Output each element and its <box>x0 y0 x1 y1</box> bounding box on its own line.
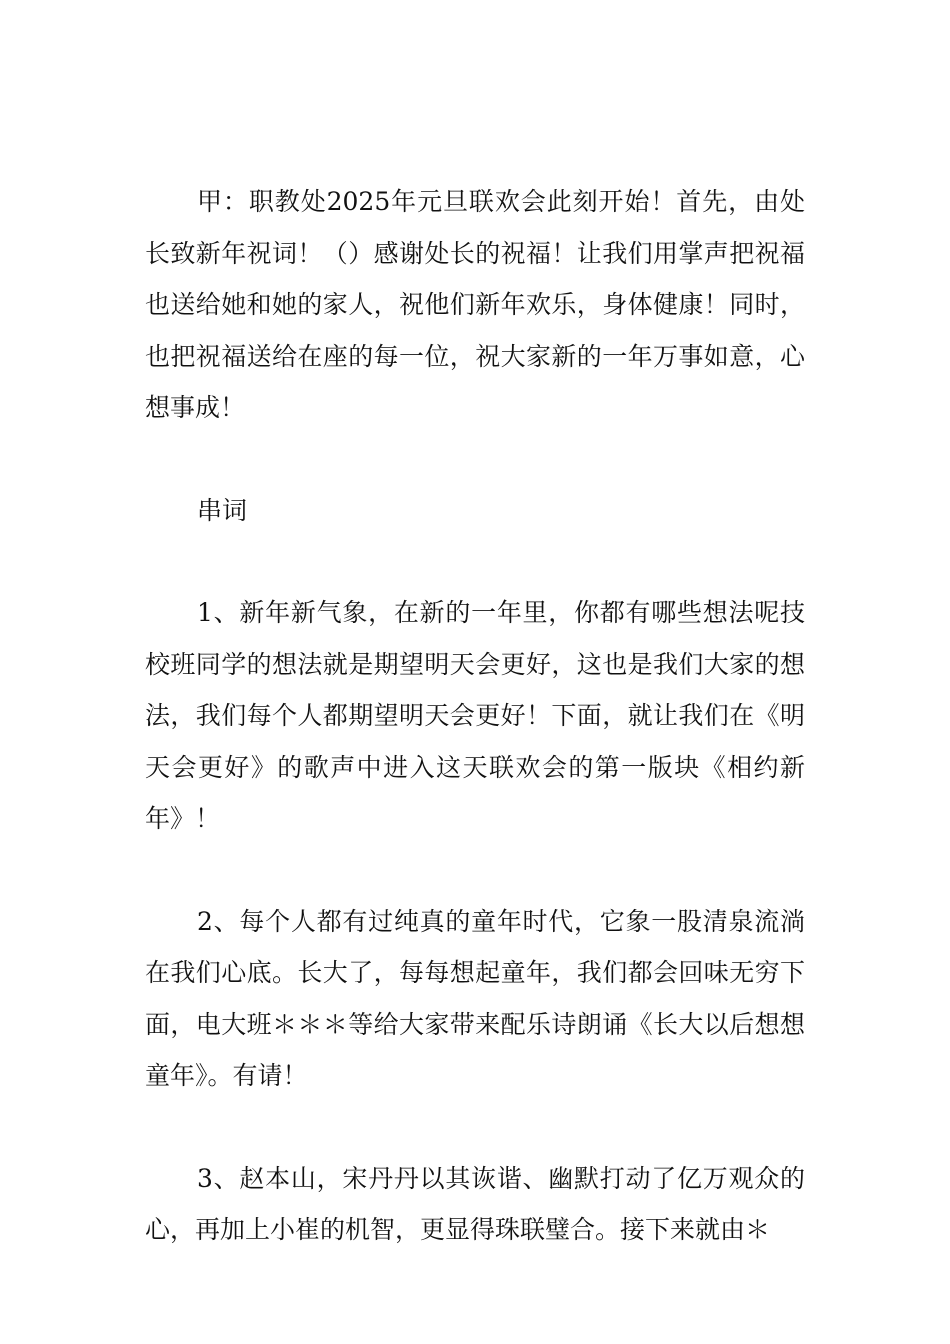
paragraph-gap <box>145 845 805 896</box>
paragraph-opening: 甲：职教处2025年元旦联欢会此刻开始！首先，由处长致新年祝词！（）感谢处长的祝福！让我们用掌声把祝福也送给她和她的家人，祝他们新年欢乐，身体健康！同时，也把祝福送给在座的每一位，祝大家新的一年万事如意，心想事成！ <box>145 187 805 422</box>
paragraph-item-2: 2、每个人都有过纯真的童年时代，它象一股清泉流淌在我们心底。长大了，每每想起童年，我们都会回味无穷下面，电大班＊＊＊等给大家带来配乐诗朗诵《长大以后想想童年》。有请！ <box>145 906 805 1090</box>
paragraph-gap <box>145 1102 805 1153</box>
section-heading: 串词 <box>197 495 248 525</box>
paragraph-item-1: 1、新年新气象，在新的一年里，你都有哪些想法呢技校班同学的想法就是期望明天会更好，这也是我们大家的想法，我们每个人都期望明天会更好！下面，就让我们在《明天会更好》的歌声中进入这天联欢会的第一版块《相约新年》！ <box>145 598 805 833</box>
paragraph-item-3: 3、赵本山，宋丹丹以其诙谐、幽默打动了亿万观众的心，再加上小崔的机智，更显得珠联璧合。接下来就由＊ <box>145 1163 805 1244</box>
document-body <box>145 176 805 1256</box>
paragraph-gap <box>145 536 805 587</box>
paragraph-gap <box>145 434 805 485</box>
